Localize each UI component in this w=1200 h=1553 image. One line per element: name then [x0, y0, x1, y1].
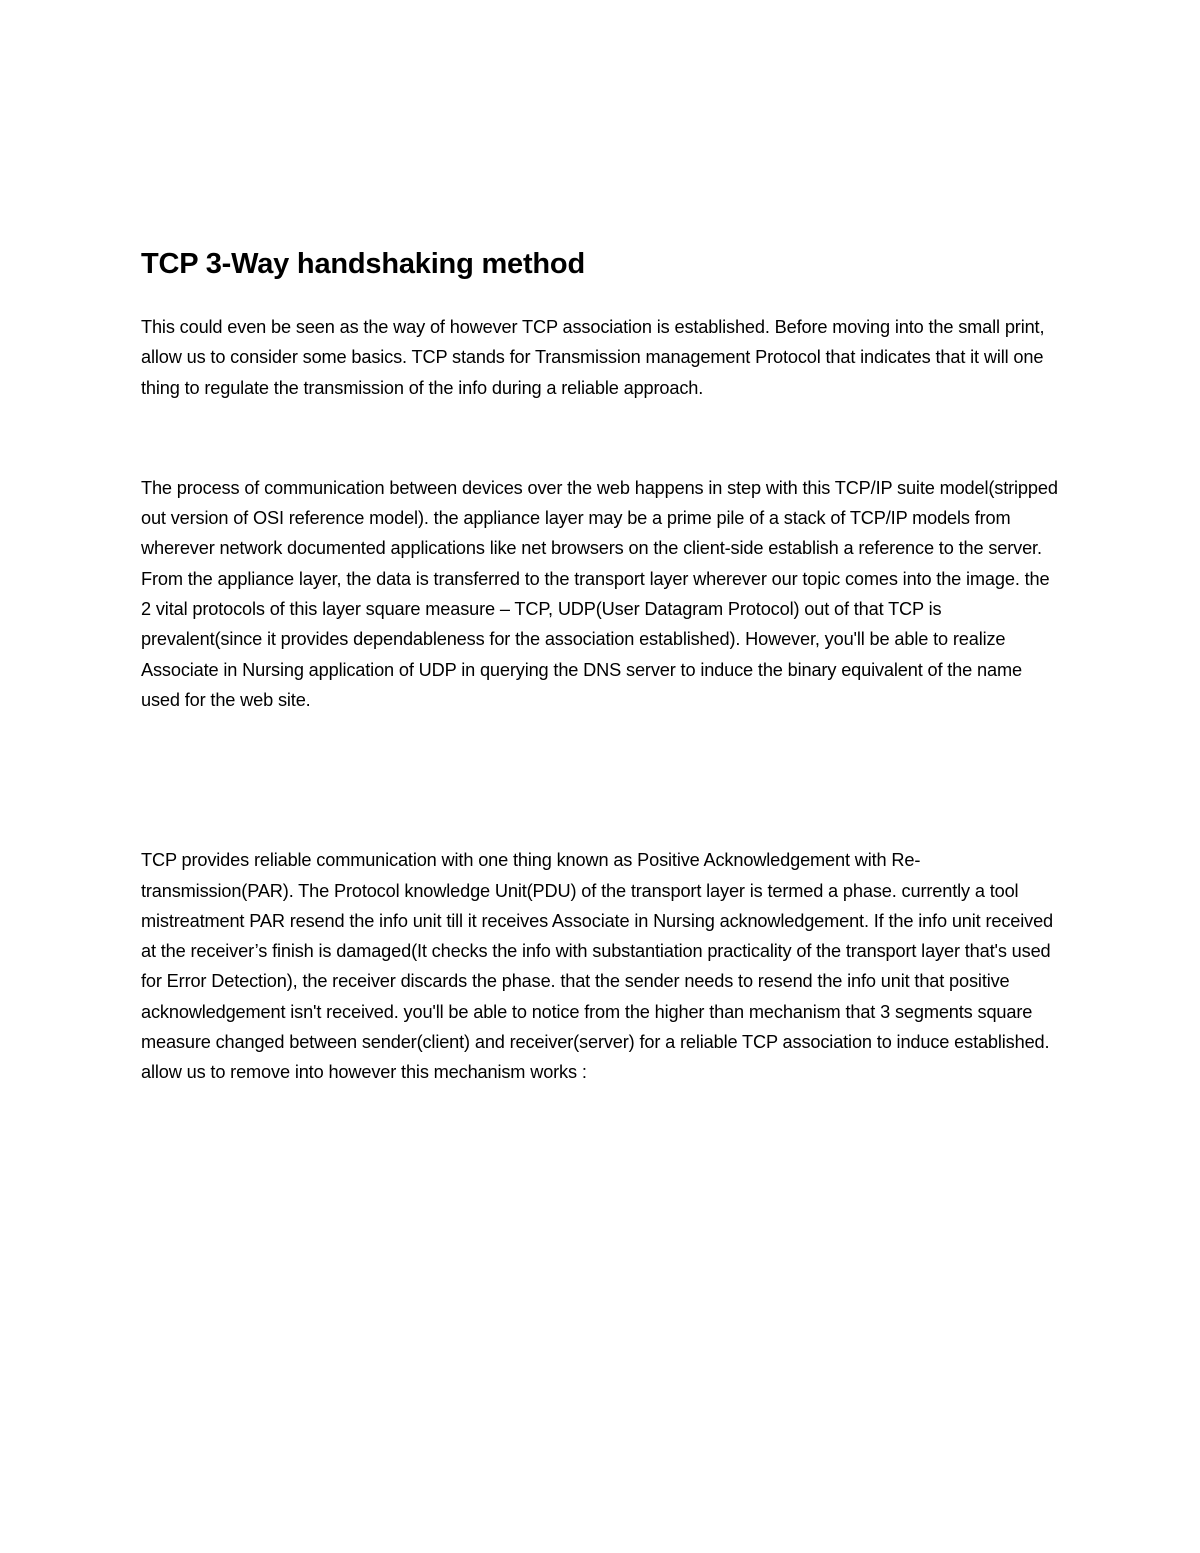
- paragraph-intro: This could even be seen as the way of however TCP association is established. Before moving into the small print, allow us to consider some basics. TCP stands for Transmission management Protocol that indicates that it will one thing to regulate the transmission of the info during a reliable approach.: [141, 317, 1045, 398]
- paragraph-reliable-communication: TCP provides reliable communication with one thing known as Positive Acknowledgement with Re-transmission(PAR). The Protocol knowledge Unit(PDU) of the transport layer is termed a phase. currently a tool mistreatment PAR resend the info unit till it receives Associate in Nursing acknowledgement. If the info unit received at the receiver’s finish is damaged(It checks the info with substantiation practicality of the transport layer that's used for Error Detection), the receiver discards the phase. that the sender needs to resend the info unit that positive acknowledgement isn't received. you'll be able to notice from the higher than mechanism that 3 segments square measure changed between sender(client) and receiver(server) for a reliable TCP association to induce established. allow us to remove into however this mechanism works :: [141, 850, 1054, 1083]
- paragraph-communication-process: The process of communication between devices over the web happens in step with this TCP/IP suite model(stripped out version of OSI reference model). the appliance layer may be a prime pile of a stack of TCP/IP models from wherever network documented applications like net browsers on the client-side establish a reference to the server. From the appliance layer, the data is transferred to the transport layer wherever our topic comes into the image. the 2 vital protocols of this layer square measure – TCP, UDP(User Datagram Protocol) out of that TCP is prevalent(since it provides dependableness for the association established). However, you'll be able to realize Associate in Nursing application of UDP in querying the DNS server to induce the binary equivalent of the name used for the web site.: [141, 477, 1058, 710]
- document-body: [141, 244, 1061, 1088]
- document-title: TCP 3-Way handshaking method: [141, 248, 585, 280]
